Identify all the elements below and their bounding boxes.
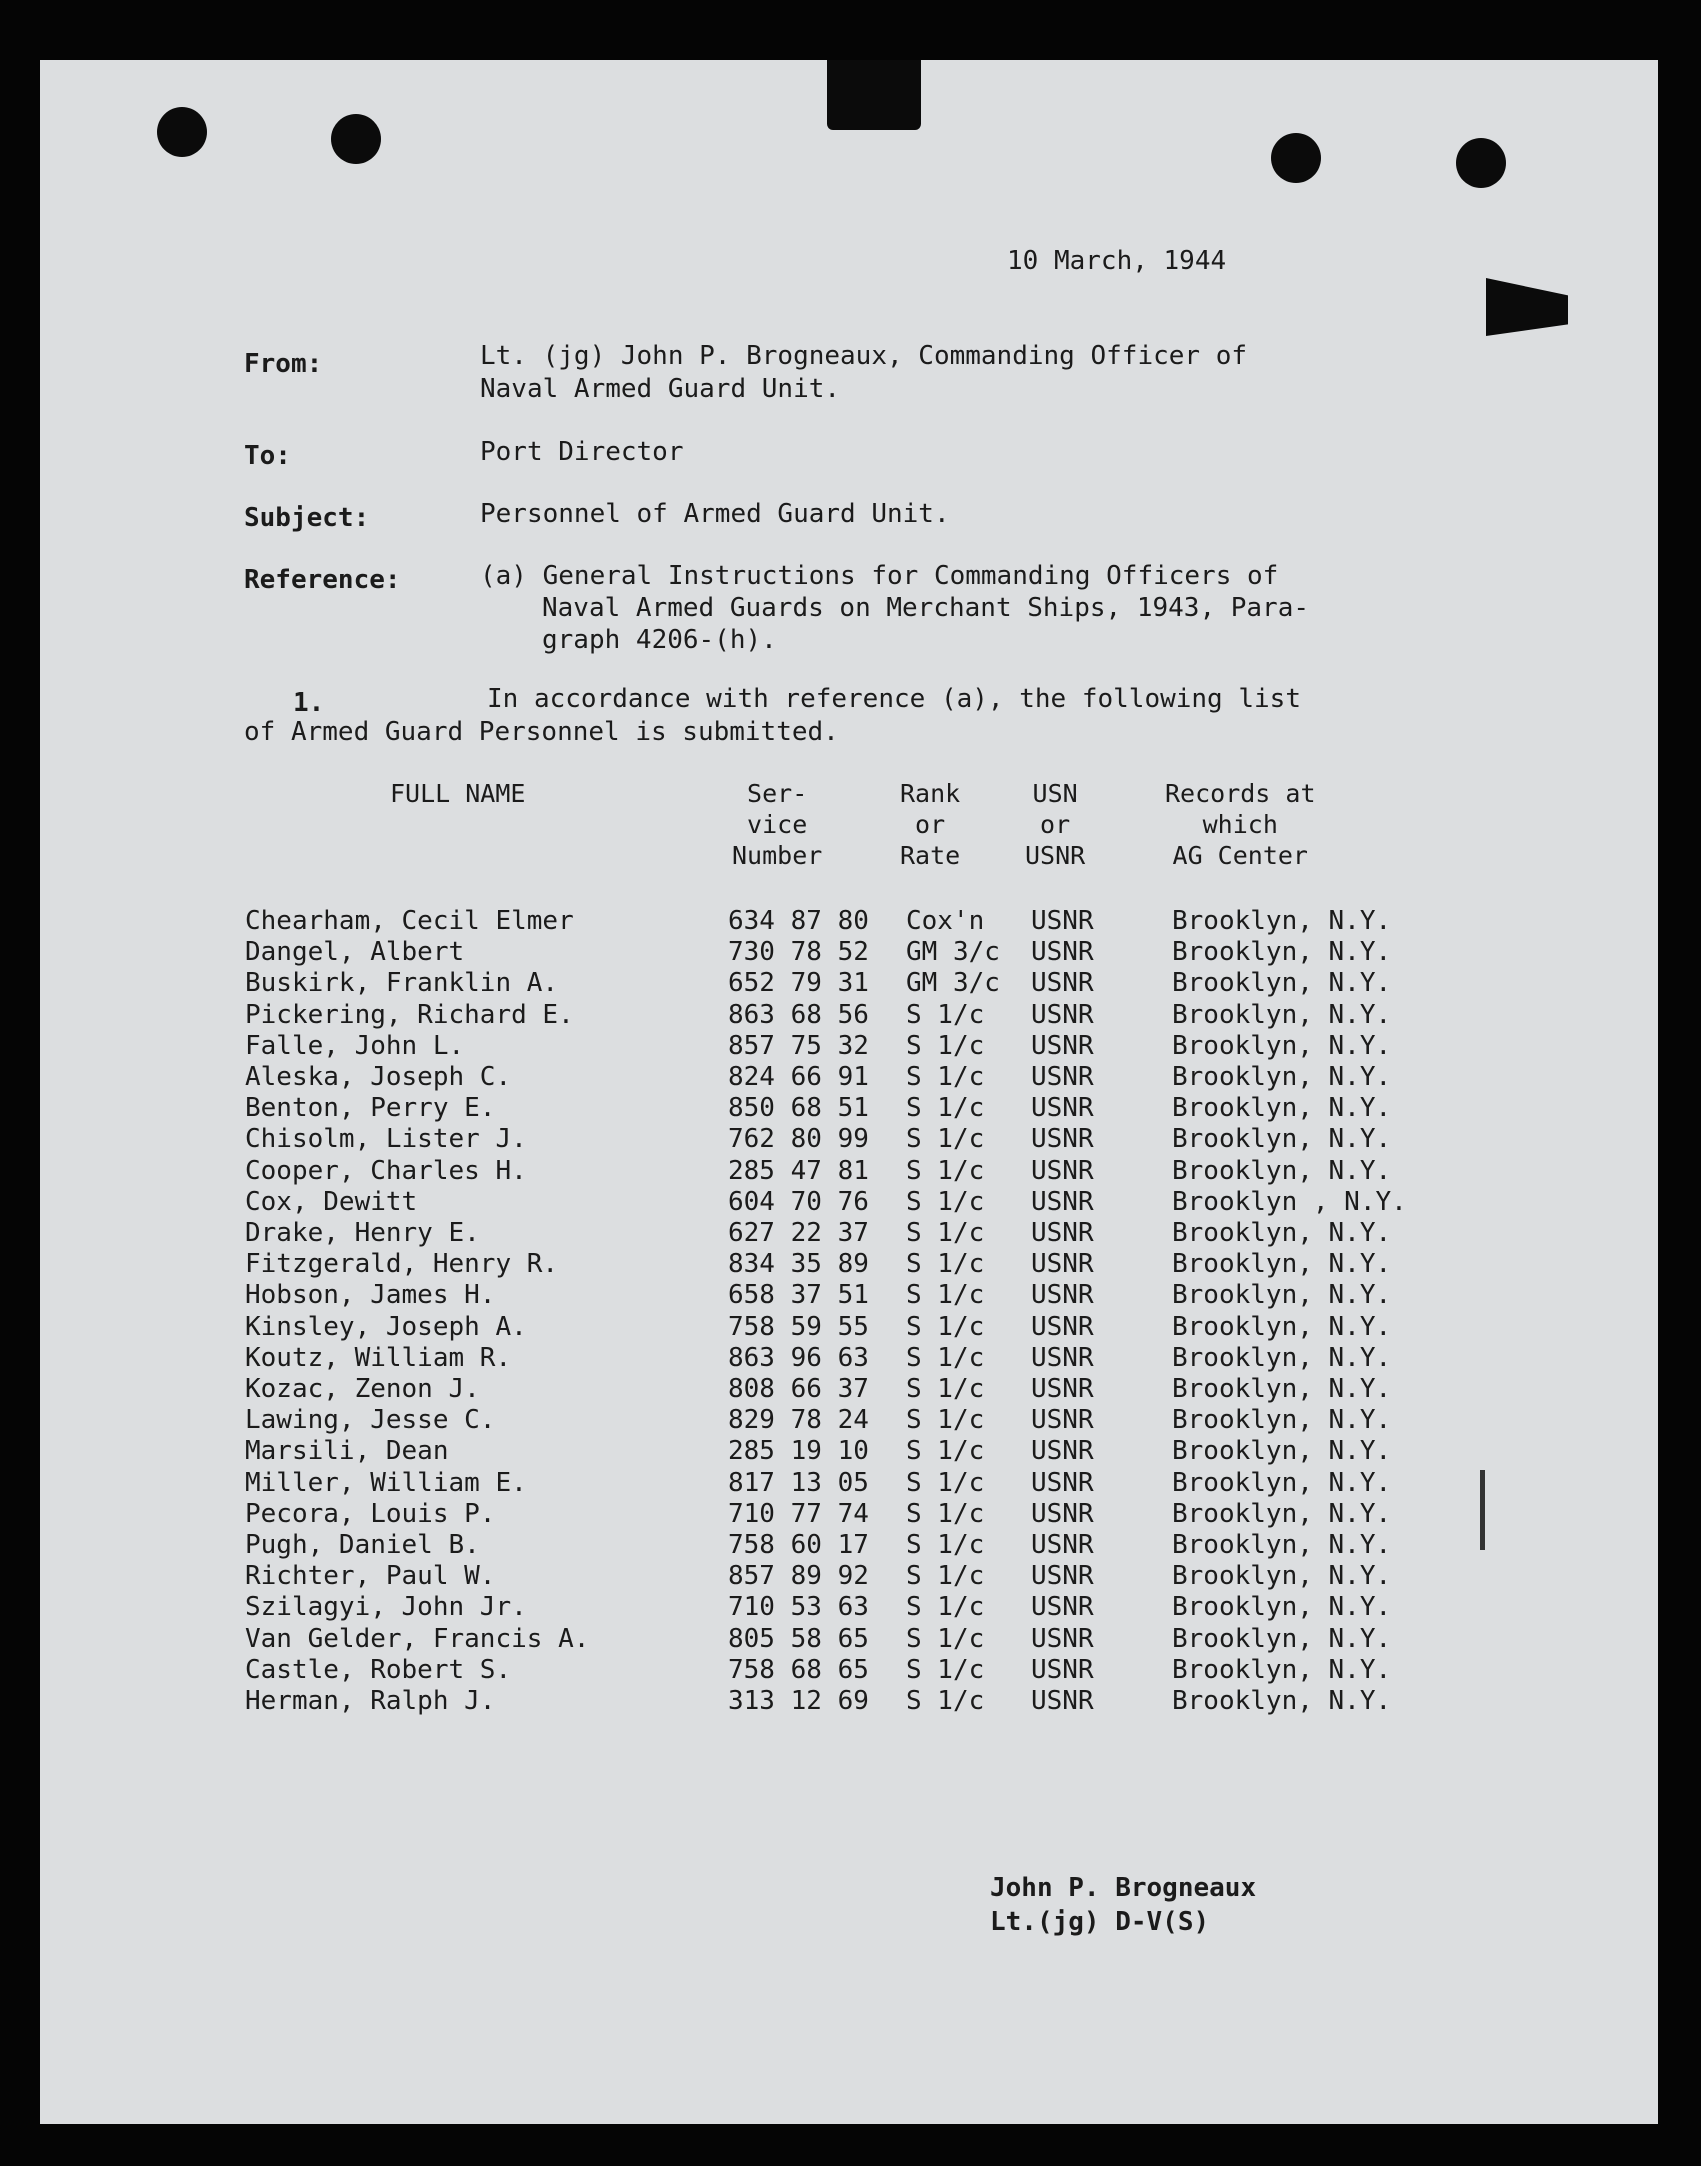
cell-rank: S 1/c — [906, 1280, 985, 1311]
header-records-center: Records at which AG Center — [1165, 779, 1316, 870]
cell-records-center: Brooklyn, N.Y. — [1172, 1436, 1392, 1467]
table-row — [40, 1343, 1658, 1374]
table-row — [40, 1436, 1658, 1467]
cell-usn: USNR — [1031, 1498, 1094, 1529]
cell-rank: Cox'n — [906, 906, 985, 936]
cell-records-center: Brooklyn, N.Y. — [1172, 1467, 1392, 1498]
cell-service-number: 313 12 69 — [728, 1686, 869, 1716]
cell-service-number: 863 96 63 — [728, 1342, 869, 1373]
cell-full-name: Kozac, Zenon J. — [245, 1374, 480, 1404]
cell-usn: USNR — [1031, 906, 1094, 936]
cell-records-center: Brooklyn, N.Y. — [1172, 1093, 1392, 1124]
cell-rank: S 1/c — [906, 1654, 985, 1685]
table-row — [40, 968, 1658, 999]
punch-hole — [157, 107, 207, 157]
binder-tab — [827, 60, 921, 130]
header-service-number: Ser- vice Number — [732, 779, 823, 870]
table-row — [40, 1031, 1658, 1062]
punch-hole — [1456, 138, 1506, 188]
table-row — [40, 1187, 1658, 1218]
subject-label: Subject: — [244, 503, 370, 533]
from-line-1: Lt. (jg) John P. Brogneaux, Commanding Officer of — [480, 341, 1248, 371]
cell-service-number: 758 68 65 — [728, 1654, 869, 1685]
table-row — [40, 1468, 1658, 1499]
cell-usn: USNR — [1031, 1155, 1094, 1186]
table-row — [40, 1124, 1658, 1155]
cell-full-name: Lawing, Jesse C. — [245, 1405, 496, 1436]
cell-usn: USNR — [1031, 1249, 1094, 1280]
paragraph-line-1: In accordance with reference (a), the following list — [487, 684, 1301, 714]
cell-rank: GM 3/c — [906, 937, 1000, 968]
cell-full-name: Marsili, Dean — [245, 1436, 449, 1467]
cell-usn: USNR — [1031, 1311, 1094, 1342]
cell-records-center: Brooklyn, N.Y. — [1172, 968, 1392, 999]
table-row — [40, 1374, 1658, 1405]
cell-full-name: Hobson, James H. — [245, 1280, 496, 1311]
cell-service-number: 817 13 05 — [728, 1467, 869, 1498]
cell-service-number: 857 89 92 — [728, 1561, 869, 1592]
table-row — [40, 1312, 1658, 1343]
cell-service-number: 824 66 91 — [728, 1062, 869, 1092]
cell-usn: USNR — [1031, 1186, 1094, 1217]
cell-full-name: Cox, Dewitt — [245, 1186, 418, 1217]
cell-usn: USNR — [1031, 1218, 1094, 1248]
punch-hole — [331, 114, 381, 164]
subject-value: Personnel of Armed Guard Unit. — [480, 499, 950, 529]
cell-rank: S 1/c — [906, 1436, 985, 1467]
cell-records-center: Brooklyn, N.Y. — [1172, 1124, 1392, 1155]
cell-full-name: Van Gelder, Francis A. — [245, 1623, 590, 1654]
cell-usn: USNR — [1031, 1592, 1094, 1623]
table-row — [40, 1000, 1658, 1031]
cell-usn: USNR — [1031, 1030, 1094, 1061]
cell-rank: S 1/c — [906, 1218, 985, 1248]
cell-full-name: Dangel, Albert — [245, 937, 465, 968]
cell-rank: S 1/c — [906, 999, 985, 1030]
cell-rank: S 1/c — [906, 1592, 985, 1623]
table-row — [40, 1655, 1658, 1686]
cell-records-center: Brooklyn, N.Y. — [1172, 1498, 1392, 1529]
cell-full-name: Benton, Perry E. — [245, 1093, 496, 1124]
cell-usn: USNR — [1031, 1436, 1094, 1467]
cell-full-name: Aleska, Joseph C. — [245, 1062, 512, 1092]
table-row — [40, 1686, 1658, 1717]
cell-rank: S 1/c — [906, 1155, 985, 1186]
cell-full-name: Falle, John L. — [245, 1030, 465, 1061]
cell-rank: S 1/c — [906, 1186, 985, 1217]
cell-usn: USNR — [1031, 1561, 1094, 1592]
cell-service-number: 710 53 63 — [728, 1592, 869, 1623]
cell-rank: GM 3/c — [906, 968, 1000, 999]
document-page — [40, 60, 1658, 2124]
cell-records-center: Brooklyn, N.Y. — [1172, 1155, 1392, 1186]
cell-usn: USNR — [1031, 1280, 1094, 1311]
cell-records-center: Brooklyn , N.Y. — [1172, 1186, 1407, 1217]
document-date: 10 March, 1944 — [1007, 246, 1227, 276]
cell-service-number: 805 58 65 — [728, 1623, 869, 1654]
cell-service-number: 857 75 32 — [728, 1030, 869, 1061]
cell-full-name: Richter, Paul W. — [245, 1561, 496, 1592]
cell-usn: USNR — [1031, 1405, 1094, 1436]
signature-title: Lt.(jg) D-V(S) — [990, 1907, 1210, 1937]
cell-full-name: Drake, Henry E. — [245, 1218, 480, 1248]
cell-records-center: Brooklyn, N.Y. — [1172, 1218, 1392, 1248]
cell-usn: USNR — [1031, 1467, 1094, 1498]
table-row — [40, 1530, 1658, 1561]
table-row — [40, 906, 1658, 937]
cell-usn: USNR — [1031, 1374, 1094, 1404]
cell-rank: S 1/c — [906, 1342, 985, 1373]
table-row — [40, 1405, 1658, 1436]
cell-service-number: 863 68 56 — [728, 999, 869, 1030]
cell-full-name: Cooper, Charles H. — [245, 1155, 527, 1186]
cell-service-number: 758 59 55 — [728, 1311, 869, 1342]
cell-service-number: 285 47 81 — [728, 1155, 869, 1186]
cell-usn: USNR — [1031, 1530, 1094, 1560]
table-row — [40, 1062, 1658, 1093]
cell-rank: S 1/c — [906, 1374, 985, 1404]
cell-full-name: Koutz, William R. — [245, 1342, 512, 1373]
cell-full-name: Pecora, Louis P. — [245, 1498, 496, 1529]
table-row — [40, 1499, 1658, 1530]
header-full-name: FULL NAME — [390, 779, 526, 808]
table-row — [40, 1156, 1658, 1187]
table-row — [40, 937, 1658, 968]
cell-records-center: Brooklyn, N.Y. — [1172, 999, 1392, 1030]
cell-full-name: Kinsley, Joseph A. — [245, 1311, 527, 1342]
table-row — [40, 1218, 1658, 1249]
cell-usn: USNR — [1031, 937, 1094, 968]
cell-usn: USNR — [1031, 1623, 1094, 1654]
cell-service-number: 285 19 10 — [728, 1436, 869, 1467]
cell-service-number: 652 79 31 — [728, 968, 869, 999]
table-row — [40, 1093, 1658, 1124]
cell-records-center: Brooklyn, N.Y. — [1172, 1561, 1392, 1592]
cell-rank: S 1/c — [906, 1124, 985, 1155]
cell-service-number: 710 77 74 — [728, 1498, 869, 1529]
cell-records-center: Brooklyn, N.Y. — [1172, 1654, 1392, 1685]
cell-rank: S 1/c — [906, 1405, 985, 1436]
cell-full-name: Pugh, Daniel B. — [245, 1530, 480, 1560]
paragraph-number: 1. — [293, 688, 325, 718]
cell-service-number: 730 78 52 — [728, 937, 869, 968]
cell-records-center: Brooklyn, N.Y. — [1172, 1030, 1392, 1061]
cell-full-name: Castle, Robert S. — [245, 1654, 512, 1685]
cell-full-name: Chearham, Cecil Elmer — [245, 906, 574, 936]
cell-rank: S 1/c — [906, 1561, 985, 1592]
header-rank-or-rate: Rank or Rate — [900, 779, 961, 870]
cell-records-center: Brooklyn, N.Y. — [1172, 1249, 1392, 1280]
cell-rank: S 1/c — [906, 1030, 985, 1061]
table-row — [40, 1280, 1658, 1311]
paragraph-line-2: of Armed Guard Personnel is submitted. — [244, 717, 839, 747]
cell-rank: S 1/c — [906, 1249, 985, 1280]
cell-rank: S 1/c — [906, 1623, 985, 1654]
cell-records-center: Brooklyn, N.Y. — [1172, 1311, 1392, 1342]
cell-full-name: Fitzgerald, Henry R. — [245, 1249, 559, 1280]
cell-rank: S 1/c — [906, 1093, 985, 1124]
cell-service-number: 758 60 17 — [728, 1530, 869, 1560]
cell-full-name: Chisolm, Lister J. — [245, 1124, 527, 1155]
cell-service-number: 808 66 37 — [728, 1374, 869, 1404]
reference-label: Reference: — [244, 565, 401, 595]
cell-service-number: 658 37 51 — [728, 1280, 869, 1311]
cell-service-number: 834 35 89 — [728, 1249, 869, 1280]
table-row — [40, 1249, 1658, 1280]
binder-flag — [1486, 278, 1568, 336]
cell-full-name: Buskirk, Franklin A. — [245, 968, 559, 999]
cell-service-number: 850 68 51 — [728, 1093, 869, 1124]
cell-records-center: Brooklyn, N.Y. — [1172, 1592, 1392, 1623]
cell-usn: USNR — [1031, 999, 1094, 1030]
cell-service-number: 634 87 80 — [728, 906, 869, 936]
reference-line-2: Naval Armed Guards on Merchant Ships, 1943, Para- — [542, 593, 1310, 623]
reference-line-3: graph 4206-(h). — [542, 625, 777, 655]
table-row — [40, 1561, 1658, 1592]
cell-records-center: Brooklyn, N.Y. — [1172, 1374, 1392, 1404]
cell-usn: USNR — [1031, 1342, 1094, 1373]
cell-records-center: Brooklyn, N.Y. — [1172, 906, 1392, 936]
cell-full-name: Miller, William E. — [245, 1467, 527, 1498]
cell-records-center: Brooklyn, N.Y. — [1172, 1623, 1392, 1654]
cell-records-center: Brooklyn, N.Y. — [1172, 1280, 1392, 1311]
cell-usn: USNR — [1031, 1062, 1094, 1092]
cell-records-center: Brooklyn, N.Y. — [1172, 1530, 1392, 1560]
cell-full-name: Szilagyi, John Jr. — [245, 1592, 527, 1623]
cell-usn: USNR — [1031, 1093, 1094, 1124]
cell-rank: S 1/c — [906, 1311, 985, 1342]
from-line-2: Naval Armed Guard Unit. — [480, 374, 841, 404]
cell-records-center: Brooklyn, N.Y. — [1172, 1686, 1392, 1716]
cell-service-number: 604 70 76 — [728, 1186, 869, 1217]
cell-records-center: Brooklyn, N.Y. — [1172, 1405, 1392, 1436]
from-label: From: — [244, 349, 323, 379]
signature-name: John P. Brogneaux — [990, 1873, 1257, 1903]
to-label: To: — [244, 441, 291, 471]
cell-full-name: Herman, Ralph J. — [245, 1686, 496, 1716]
cell-records-center: Brooklyn, N.Y. — [1172, 1062, 1392, 1092]
cell-usn: USNR — [1031, 1654, 1094, 1685]
cell-usn: USNR — [1031, 1686, 1094, 1716]
header-usn-or-usnr: USN or USNR — [1025, 779, 1086, 870]
cell-service-number: 762 80 99 — [728, 1124, 869, 1155]
reference-line-1: (a) General Instructions for Commanding Officers of — [480, 561, 1279, 591]
cell-rank: S 1/c — [906, 1530, 985, 1560]
table-row — [40, 1592, 1658, 1623]
cell-records-center: Brooklyn, N.Y. — [1172, 1342, 1392, 1373]
cell-service-number: 829 78 24 — [728, 1405, 869, 1436]
to-value: Port Director — [480, 437, 684, 467]
cell-usn: USNR — [1031, 1124, 1094, 1155]
cell-rank: S 1/c — [906, 1062, 985, 1092]
cell-rank: S 1/c — [906, 1467, 985, 1498]
cell-usn: USNR — [1031, 968, 1094, 999]
cell-service-number: 627 22 37 — [728, 1218, 869, 1248]
table-row — [40, 1624, 1658, 1655]
cell-rank: S 1/c — [906, 1498, 985, 1529]
punch-hole — [1271, 133, 1321, 183]
cell-rank: S 1/c — [906, 1686, 985, 1716]
cell-full-name: Pickering, Richard E. — [245, 999, 574, 1030]
cell-records-center: Brooklyn, N.Y. — [1172, 937, 1392, 968]
